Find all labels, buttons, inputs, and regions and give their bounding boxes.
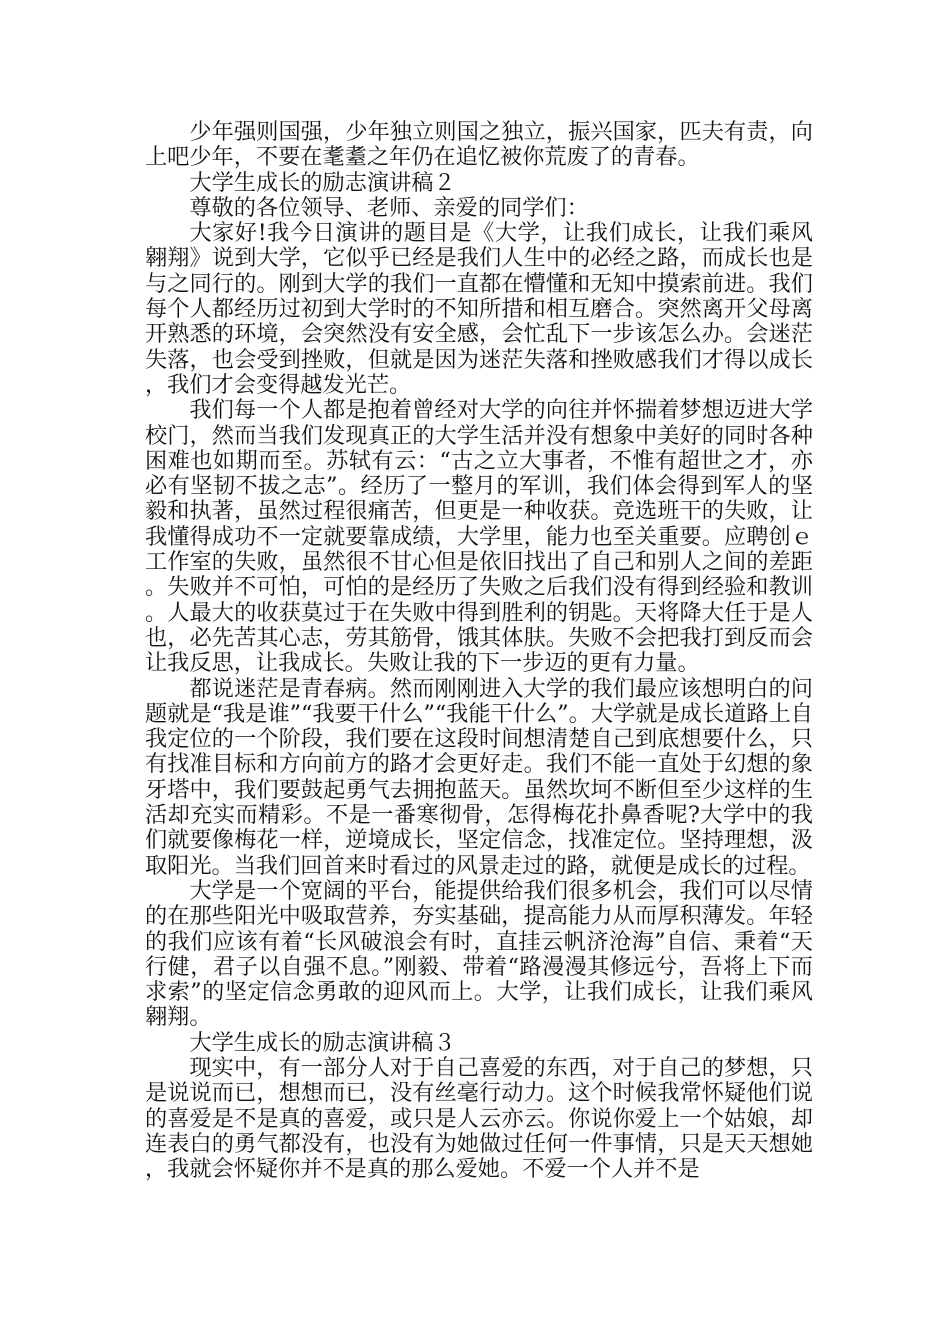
paragraph-salutation: 尊敬的各位领导、老师、亲爱的同学们：: [189, 194, 589, 221]
paragraph-closing: 少年强则国强，少年独立则国之独立，振兴国家，匹夫有责，向上吧少年，不要在耄耋之年仍在追忆被你荒废了的青春。: [145, 119, 813, 171]
paragraph-reality: 现实中，有一部分人对于自己喜爱的东西，对于自己的梦想，只是说说而已，想想而已，没有丝毫行动力。这个时候我常怀疑他们说的喜爱是不是真的喜爱，或只是人云亦云。你说你爱上一个姑娘，却连表白的勇气都没有，也没有为她做过任何一件事情，只是天天想她，我就会怀疑你并不是真的那么爱她。不爱一个人并不是: [145, 1054, 813, 1183]
paragraph-confusion: 都说迷茫是青春病。然而刚刚进入大学的我们最应该想明白的问题就是“我是谁”“我要干什么”“我能干什么”。大学就是成长道路上自我定位的一个阶段，我们要在这段时间想清楚自己到底想要什么，只有找准目标和方向前方的路才会更好走。我们不能一直处于幻想的象牙塔中，我们要鼓起勇气去拥抱蓝天。虽然坎坷不断但至少这样的生活却充实而精彩。不是一番寒彻骨，怎得梅花扑鼻香呢?大学中的我们就要像梅花一样，逆境成长，坚定信念，找准定位。坚持理想，汲取阳光。当我们回首来时看过的风景走过的路，就便是成长的过程。: [145, 675, 813, 879]
document-page: [145, 120, 813, 1182]
section-heading-2: 大学生成长的励志演讲稿２: [189, 169, 456, 196]
paragraph-platform: 大学是一个宽阔的平台，能提供给我们很多机会，我们可以尽情的在那些阳光中吸取营养，夯实基础，提高能力从而厚积薄发。年轻的我们应该有着“长风破浪会有时，直挂云帆济沧海”自信、秉着“天行健，君子以自强不息。”刚毅、带着“路漫漫其修远兮，吾将上下而求索”的坚定信念勇敢的迎风而上。大学，让我们成长，让我们乘风翱翔。: [145, 877, 813, 1031]
paragraph-intro: 大家好!我今日演讲的题目是《大学，让我们成长，让我们乘风翱翔》说到大学，它似乎已经是我们人生中的必经之路，而成长也是与之同行的。刚到大学的我们一直都在懵懂和无知中摸索前进。我们每个人都经历过初到大学时的不知所措和相互磨合。突然离开父母离开熟悉的环境，会突然没有安全感，会忙乱下一步该怎么办。会迷茫失落，也会受到挫败，但就是因为迷茫失落和挫败感我们才得以成长，我们才会变得越发光芒。: [145, 220, 813, 398]
section-heading-3: 大学生成长的励志演讲稿３: [189, 1029, 456, 1056]
paragraph-failure: 我们每一个人都是抱着曾经对大学的向往并怀揣着梦想迈进大学校门，然而当我们发现真正的大学生活并没有想象中美好的同时各种困难也如期而至。苏轼有云：“古之立大事者，不惟有超世之才，亦必有坚韧不拔之志”。经历了一整月的军训，我们体会得到军人的坚毅和执著，虽然过程很痛苦，但更是一种收获。竞选班干的失败，让我懂得成功不一定就要靠成绩，大学里，能力也至关重要。应聘创ｅ工作室的失败，虽然很不甘心但是依旧找出了自己和别人之间的差距。失败并不可怕，可怕的是经历了失败之后我们没有得到经验和教训。人最大的收获莫过于在失败中得到胜利的钥匙。天将降大任于是人也，必先苦其心志，劳其筋骨，饿其体肤。失败不会把我打到反而会让我反思，让我成长。失败让我的下一步迈的更有力量。: [145, 397, 813, 677]
